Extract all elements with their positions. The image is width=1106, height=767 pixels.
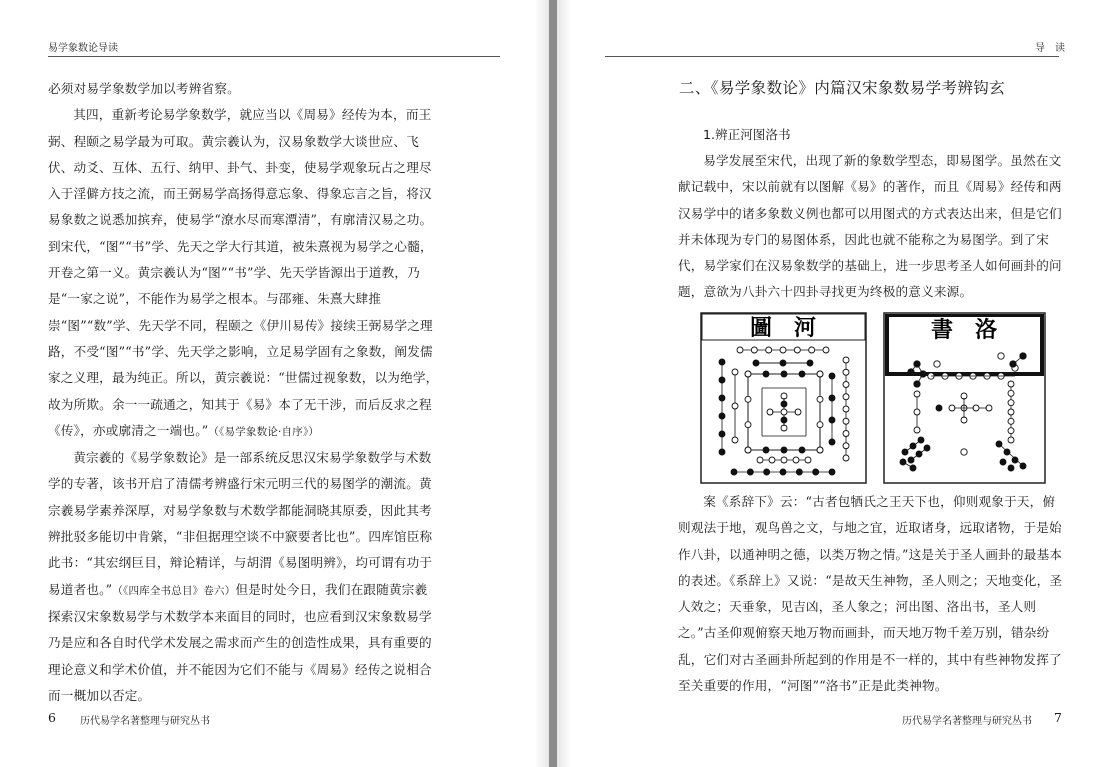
white-dot <box>793 457 799 463</box>
white-dot <box>914 409 920 415</box>
white-dot <box>817 422 823 428</box>
white-dot <box>732 369 738 375</box>
right-body-text-top <box>678 148 1066 306</box>
black-dot <box>799 447 805 453</box>
white-dot <box>1008 428 1014 434</box>
white-dot <box>781 409 787 415</box>
black-dot <box>936 405 942 411</box>
white-dot <box>757 457 763 463</box>
black-dot <box>813 469 819 475</box>
white-dot <box>751 347 757 353</box>
black-dot <box>796 469 802 475</box>
black-dot <box>829 373 835 379</box>
header-rule <box>605 56 1059 57</box>
white-dot <box>780 347 786 353</box>
header-rule <box>48 56 500 57</box>
paragraph: 案《系辞下》云：“古者包牺氏之王天下也，仰则观象于天，俯则观法于地，观鸟兽之文，与地之宜，近取诸身，远取诸物，于是始作八卦，以通神明之德，以类万物之情。”这是关于圣人画卦的最基本的表述。《系辞上》又说：“是故天生神物，圣人则之；天地变化，圣人效之；天垂象，见吉凶，圣人象之；河出图、洛出书，圣人则之。”古圣仰观俯察天地万物而画卦，而天地万物千差万别，错杂纷乱，它们对古圣画卦所起到的作用是不一样的，其中有些神物发挥了至关重要的作用，“河图”“洛书”正是此类神物。 <box>678 494 1063 694</box>
white-dot <box>843 406 849 412</box>
black-dot <box>763 447 769 453</box>
black-dot <box>764 469 770 475</box>
black-dot <box>719 449 725 455</box>
black-dot <box>829 417 835 423</box>
black-dot <box>763 371 769 377</box>
left-body-text <box>48 76 440 709</box>
white-dot <box>817 371 823 377</box>
white-dot <box>745 396 751 402</box>
white-dot <box>817 396 823 402</box>
black-dot <box>780 469 786 475</box>
left-running-head: 易学象数论导读 <box>48 43 118 54</box>
black-dot <box>731 469 737 475</box>
black-dot <box>781 447 787 453</box>
black-dot <box>780 360 786 366</box>
white-dot <box>794 347 800 353</box>
white-dot <box>745 447 751 453</box>
black-dot <box>1010 361 1016 367</box>
white-dot <box>998 353 1004 359</box>
black-dot <box>1000 459 1006 465</box>
paragraph: 必须对易学象数学加以考辨省察。 <box>48 81 240 96</box>
section-title: 二、《易学象数论》内篇汉宋象数易学考辨钩玄 <box>678 79 1006 97</box>
series-footer: 历代易学名著整理与研究丛书 <box>80 716 210 727</box>
right-page <box>557 0 1106 767</box>
white-dot <box>1008 390 1014 396</box>
white-dot <box>843 455 849 461</box>
white-dot <box>817 447 823 453</box>
white-dot <box>843 431 849 437</box>
black-dot <box>1008 465 1014 471</box>
left-page <box>0 0 549 767</box>
white-dot <box>732 437 738 443</box>
white-dot <box>732 403 738 409</box>
page-number: 6 <box>48 710 56 725</box>
page-number: 7 <box>1054 710 1062 725</box>
white-dot <box>843 418 849 424</box>
white-dot <box>1008 381 1014 387</box>
white-dot <box>843 382 849 388</box>
white-dot <box>1008 418 1014 424</box>
black-dot <box>747 469 753 475</box>
white-dot <box>1008 437 1014 443</box>
white-dot <box>914 391 920 397</box>
black-dot <box>719 413 725 419</box>
paragraph: 易学发展至宋代，出现了新的象数学型态，即易图学。虽然在文献记载中，宋以前就有以图解《易》的著作，而且《周易》经传和两汉易学中的诸多象数义例也都可以用图式的方式表达出来，但是它们并未体现为专门的易图体系，因此也就不能称之为易图学。到了宋代，易学家们在汉易象数学的基础上，进一步思考圣人如何画卦的问题，意欲为八卦六十四卦寻找更为终极的意义来源。 <box>678 153 1062 300</box>
right-running-head: 导 读 <box>1035 43 1065 54</box>
white-dot <box>843 369 849 375</box>
luoshu-title: 書 洛 <box>930 317 998 343</box>
black-dot <box>781 401 787 407</box>
black-dot <box>829 395 835 401</box>
white-dot <box>745 422 751 428</box>
paragraph: 其四，重新考论易学象数学，就应当以《周易》经传为本，而王弼、程颐之易学最为可取。黄宗羲认为，汉易象数学大谈世应、飞伏、动爻、互体、五行、纳甲、卦气、卦变，使易学观象玩占之理尽入于淫僻方技之流，而王弼易学高扬得意忘象、得象忘言之旨，将汉易象数之说悉加摈弃，使易学“潦水尽而寒潭清”，有廓清汉易之功。到宋代，“图”“书”学、先天之学大行其道，被朱熹视为易学之心髓，开卷之第一义。黄宗羲认为“图”“书”学、先天学皆源出于道教，乃是“一家之说”，不能作为易学之根本。与邵雍、朱熹大肆推崇“图”“数”学、先天学不同，程颐之《伊川易传》接续王弼易学之理路，不受“图”“书”学、先天学之影响，立足易学固有之象数，阐发儒家之义理，最为纯正。所以，黄宗羲说：“世儒过视象数，以为绝学，故为所欺。余一一疏通之，知其于《易》本了无干涉，而后反求之程《传》，亦或廓清之一端也。”（《易学象数论·自序》） <box>48 107 439 438</box>
black-dot <box>914 361 920 367</box>
white-dot <box>1008 409 1014 415</box>
white-dot <box>766 347 772 353</box>
white-dot <box>934 361 940 367</box>
citation: （《四库全书总目》卷六） <box>112 584 236 597</box>
white-dot <box>843 357 849 363</box>
series-footer: 历代易学名著整理与研究丛书 <box>902 716 1032 727</box>
black-dot <box>829 469 835 475</box>
black-dot <box>914 381 920 387</box>
white-dot <box>745 371 751 377</box>
white-dot <box>823 347 829 353</box>
subsection-title: 1.辨正河图洛书 <box>703 127 791 142</box>
gutter-shadow <box>557 0 571 767</box>
luoshu-diagram <box>883 312 1046 484</box>
black-dot <box>719 359 725 365</box>
black-dot <box>908 369 914 375</box>
black-dot <box>781 417 787 423</box>
white-dot <box>809 347 815 353</box>
black-dot <box>719 431 725 437</box>
black-dot <box>719 395 725 401</box>
black-dot <box>920 371 926 377</box>
black-dot <box>1012 457 1018 463</box>
white-dot <box>843 443 849 449</box>
black-dot <box>1020 353 1026 359</box>
black-dot <box>781 371 787 377</box>
gutter-shadow <box>535 0 549 767</box>
black-dot <box>799 371 805 377</box>
white-dot <box>961 449 967 455</box>
citation: （《易学象数论·自序》） <box>208 425 320 438</box>
white-dot <box>1008 400 1014 406</box>
black-dot <box>719 377 725 383</box>
black-dot <box>829 439 835 445</box>
hetu-diagram <box>700 312 867 484</box>
hetu-title: 圖 河 <box>749 315 817 341</box>
white-dot <box>769 457 775 463</box>
white-dot <box>914 427 920 433</box>
white-dot <box>805 457 811 463</box>
paragraph: 黄宗羲的《易学象数论》是一部系统反思汉宋易学象数学与术数学的专著，该书开启了清儒考辨盛行宋元明三代的易图学的潮流。黄宗羲易学素养深厚，对易学象数与术数学都能洞晓其原委，因此其考辨批驳多能切中肯綮，“非但据理空谈不中窾要者比也”。四库馆臣称此书：“其宏纲巨目，辩论精详，与胡渭《易图明辨》，均可谓有功于易道者也。”（《四库全书总目》卷六）但是时处今日，我们在跟随黄宗羲探索汉宋象数易学与术数学本来面目的同时，也应看到汉宋象数易学乃是应和各自时代学术发展之需求而产生的创造性成果，具有重要的理论意义和学术价值，并不能因为它们不能与《周易》经传之说相合而一概加以否定。 <box>48 450 433 703</box>
right-body-text-bottom <box>678 489 1066 699</box>
white-dot <box>737 347 743 353</box>
white-dot <box>843 394 849 400</box>
white-dot <box>781 457 787 463</box>
